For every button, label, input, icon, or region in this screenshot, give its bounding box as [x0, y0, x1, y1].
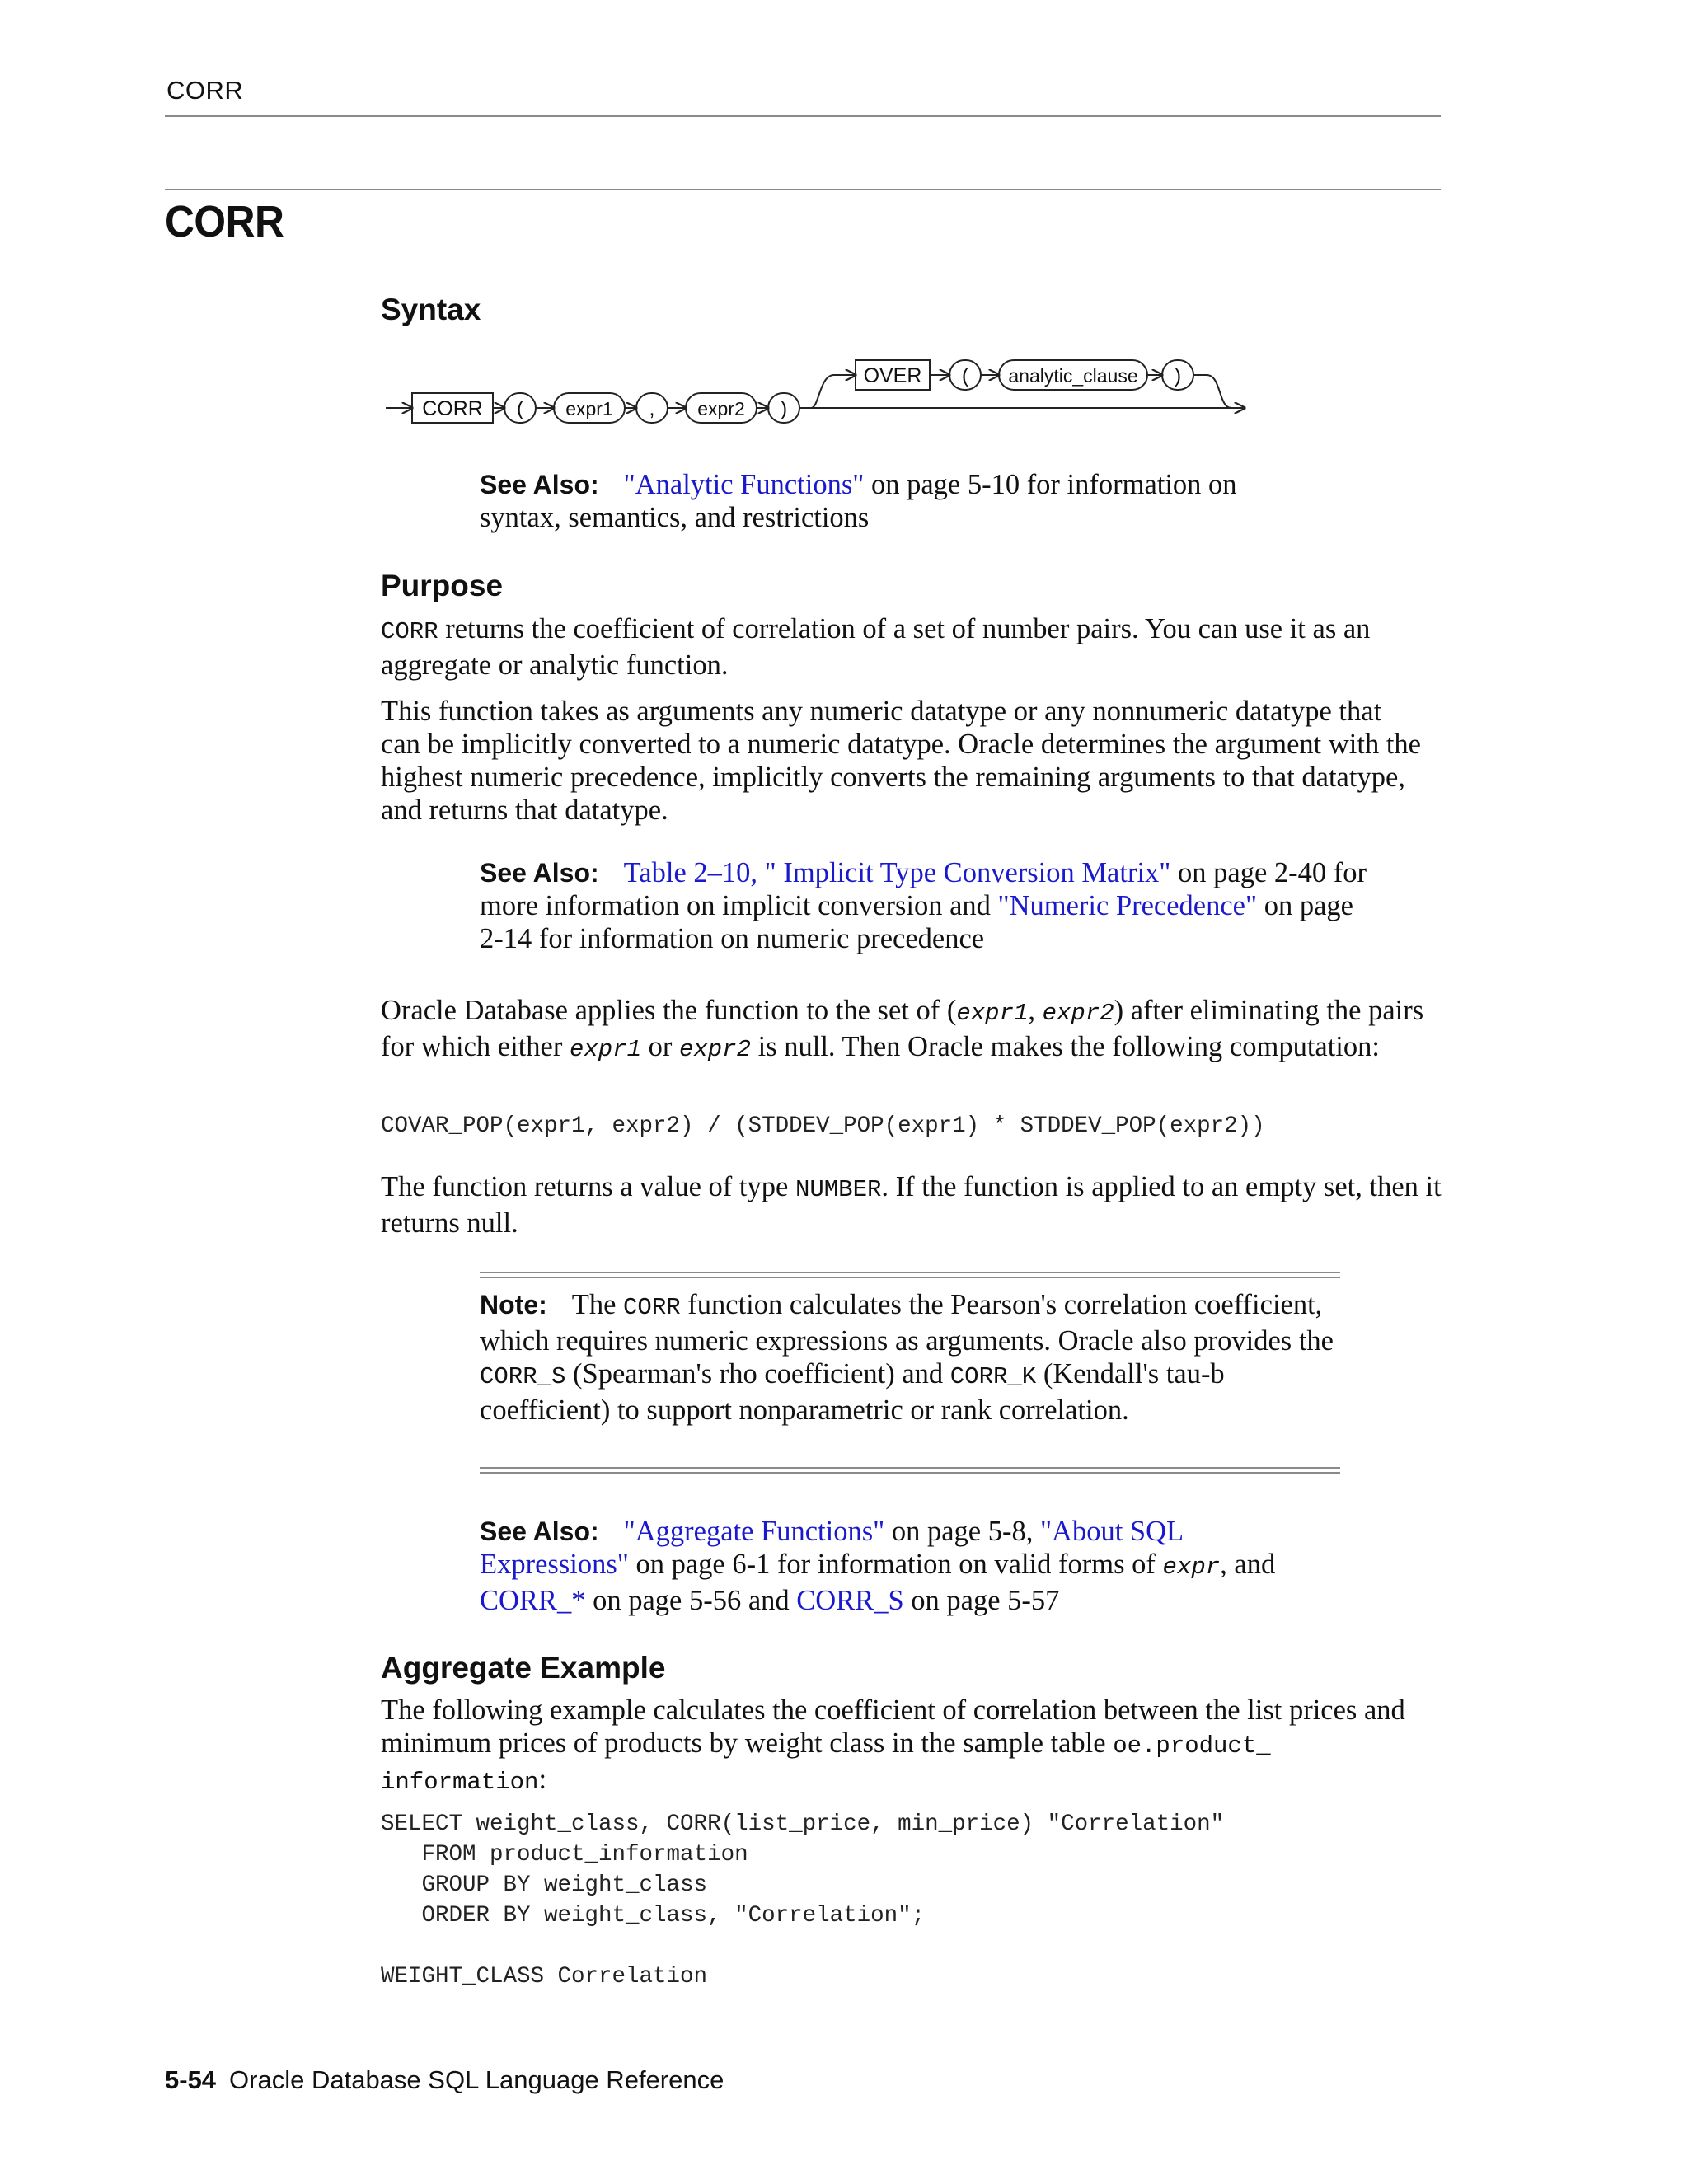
syntax-rparen2-label: ) [1174, 364, 1182, 387]
see-also-text-2: on page 2-14 for information on numeric precedence [480, 890, 1353, 954]
purpose-text: . If the function is applied to an empty set, then it returns null. [381, 1171, 1442, 1239]
page-footer [165, 2065, 724, 2095]
result-header-code: WEIGHT_CLASS Correlation [381, 1964, 708, 1990]
note-label: Note: [480, 1290, 547, 1319]
numeric-precedence-link[interactable]: "Numeric Precedence" [997, 890, 1258, 921]
table-name-code: oe.product_ [1113, 1732, 1271, 1760]
syntax-rparen-label: ) [780, 397, 788, 420]
note-bottom-rule [480, 1467, 1340, 1474]
header-rule [165, 115, 1441, 117]
corr-star-link[interactable]: CORR_* [480, 1585, 586, 1616]
note-text: (Spearman's rho coefficient) and [565, 1358, 950, 1390]
page-title: CORR [165, 197, 284, 246]
purpose-text-1: returns the coefficient of correlation of a set of number pairs. You can use it as an aggregate or analytic function. [381, 613, 1371, 681]
syntax-lparen2-label: ( [961, 364, 969, 387]
purpose-text: Oracle Database applies the function to the set of ( [381, 995, 957, 1026]
purpose-text: or [640, 1031, 679, 1062]
book-title: Oracle Database SQL Language Reference [229, 2065, 724, 2094]
aggregate-example-paragraph [381, 1694, 1444, 1799]
syntax-comma-label: , [649, 397, 655, 420]
note-top-rule [480, 1272, 1340, 1278]
purpose-text: The function returns a value of type [381, 1171, 795, 1202]
see-also-label: See Also: [480, 1516, 599, 1546]
see-also-text: on page 5-10 for information on [864, 469, 1237, 500]
purpose-heading: Purpose [381, 569, 504, 602]
expr1-code: expr1 [569, 1036, 641, 1063]
see-also-text: on page 6-1 for information on valid forms of [628, 1549, 1163, 1580]
running-header: CORR [166, 76, 244, 105]
see-also-conversion [480, 856, 1370, 955]
see-also-text-2: syntax, semantics, and restrictions [480, 502, 870, 533]
see-also-label: See Also: [480, 470, 599, 499]
syntax-corr-label: CORR [422, 397, 483, 420]
see-also-text: , and [1220, 1549, 1276, 1580]
see-also-text: on page 5-8, [884, 1516, 1040, 1547]
aggregate-example-heading: Aggregate Example [381, 1651, 666, 1685]
see-also-text: on page 5-56 and [585, 1585, 797, 1616]
corr-code: CORR [381, 618, 438, 645]
table-name-code-2: information [381, 1769, 539, 1796]
purpose-text: ) after eliminating the pairs for which either [381, 995, 1424, 1062]
formula-code: COVAR_POP(expr1, expr2) / (STDDEV_POP(expr1) * STDDEV_POP(expr2)) [381, 1113, 1265, 1139]
syntax-over-label: OVER [863, 364, 922, 387]
aggregate-functions-link[interactable]: "Aggregate Functions" [623, 1516, 885, 1547]
implicit-conversion-link[interactable]: Table 2–10, " Implicit Type Conversion Matrix" [623, 857, 1171, 888]
expr2-code: expr2 [678, 1036, 751, 1063]
purpose-paragraph-3 [381, 994, 1428, 1066]
note-text: The [571, 1289, 624, 1320]
expr2-code: expr2 [1042, 1000, 1114, 1027]
see-also-text: on page 5-57 [903, 1585, 1060, 1616]
corr-code: CORR [623, 1294, 681, 1321]
sql-example-code: SELECT weight_class, CORR(list_price, min_price) "Correlation" FROM product_information GROUP BY weight_class ORDER BY weight_class, "Correlation"; [381, 1811, 1225, 1929]
corr-k-code: CORR_K [950, 1363, 1037, 1390]
syntax-lparen-label: ( [516, 397, 524, 420]
about-sql-expressions-link[interactable]: "About SQL Expressions" [480, 1516, 1183, 1580]
title-rule [165, 189, 1441, 190]
see-also-aggregate [480, 1515, 1329, 1617]
purpose-paragraph-4 [381, 1170, 1444, 1240]
syntax-heading: Syntax [381, 293, 481, 326]
purpose-text: , [1028, 995, 1043, 1026]
note-box [480, 1288, 1345, 1427]
corr-s-link[interactable]: CORR_S [796, 1585, 904, 1616]
example-text: : [538, 1764, 547, 1795]
expr-code: expr [1162, 1554, 1221, 1581]
purpose-paragraph-2: This function takes as arguments any numeric datatype or any nonnumeric datatype that can be implicitly converted to a numeric datatype. Oracle determines the argument with the highest numeric precedence, implicitly converts the remaining arguments to that datatype, and returns that datatype. [381, 696, 1421, 826]
note-text: (Kendall's tau-b coefficient) to support nonparametric or rank correlation. [480, 1358, 1225, 1426]
purpose-text: is null. Then Oracle makes the following computation: [750, 1031, 1380, 1062]
example-text: The following example calculates the coefficient of correlation between the list prices and minimum prices of products by weight class in the sample table [381, 1694, 1405, 1759]
number-code: NUMBER [795, 1176, 882, 1203]
see-also-label: See Also: [480, 858, 599, 888]
page-number: 5-54 [165, 2065, 217, 2094]
analytic-functions-link[interactable]: "Analytic Functions" [623, 469, 865, 500]
syntax-expr2-label: expr2 [697, 398, 745, 419]
see-also-analytic [480, 468, 1370, 534]
expr1-code: expr1 [956, 1000, 1029, 1027]
syntax-expr1-label: expr1 [565, 398, 613, 419]
syntax-diagram [379, 346, 1261, 437]
see-also-text: on page 2-40 for more information on implicit conversion and [480, 857, 1367, 921]
syntax-analytic-clause-label: analytic_clause [1008, 365, 1138, 387]
corr-s-code: CORR_S [480, 1363, 566, 1390]
note-text: function calculates the Pearson's correlation coefficient, which requires numeric expressions as arguments. Oracle also provides the [480, 1289, 1334, 1357]
purpose-paragraph-1 [381, 612, 1444, 682]
